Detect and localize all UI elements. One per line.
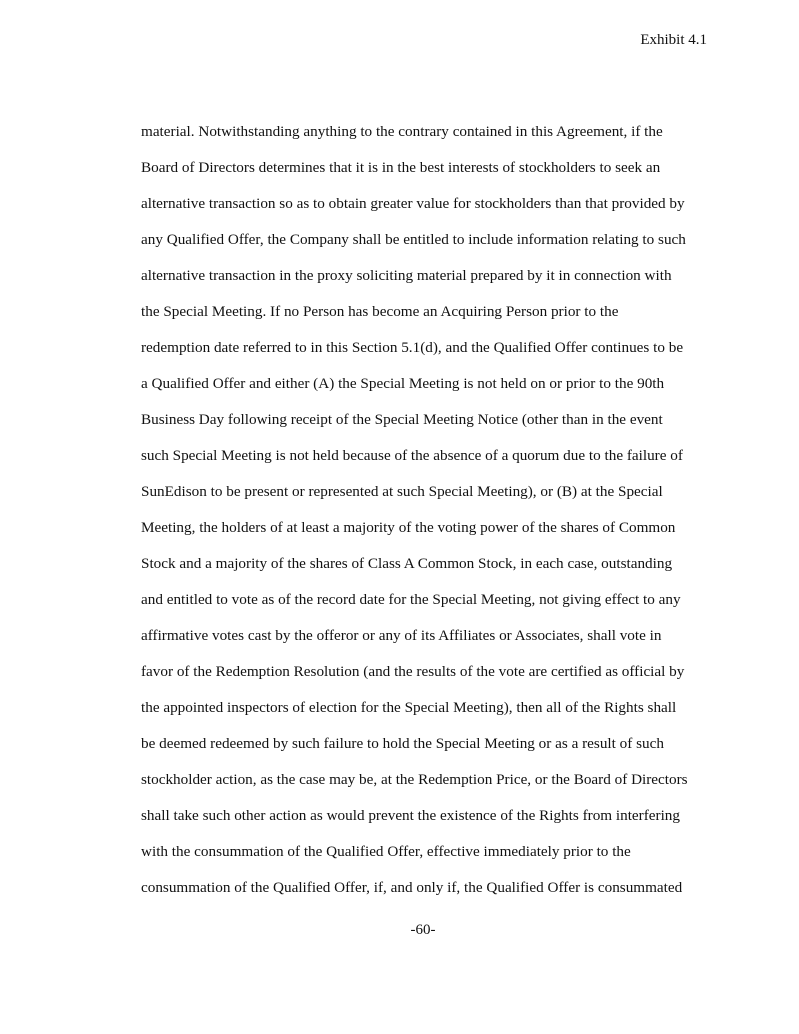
body-line: the Special Meeting. If no Person has become an Acquiring Person prior to the bbox=[141, 303, 619, 320]
body-line: alternative transaction in the proxy soliciting material prepared by it in connection with bbox=[141, 267, 672, 284]
body-line: a Qualified Offer and either (A) the Special Meeting is not held on or prior to the 90th bbox=[141, 375, 665, 392]
body-line: any Qualified Offer, the Company shall be entitled to include information relating to such bbox=[141, 231, 686, 248]
body-line: material. Notwithstanding anything to the contrary contained in this Agreement, if the bbox=[141, 123, 663, 140]
body-line: be deemed redeemed by such failure to hold the Special Meeting or as a result of such bbox=[141, 735, 664, 752]
body-line: redemption date referred to in this Section 5.1(d), and the Qualified Offer continues to be bbox=[141, 339, 684, 356]
body-line: affirmative votes cast by the offeror or any of its Affiliates or Associates, shall vote in bbox=[141, 627, 662, 644]
body-line: Board of Directors determines that it is in the best interests of stockholders to seek an bbox=[141, 159, 661, 176]
body-line: Stock and a majority of the shares of Class A Common Stock, in each case, outstanding bbox=[141, 555, 673, 572]
body-line: alternative transaction so as to obtain greater value for stockholders than that provided by bbox=[141, 195, 685, 212]
body-line: Meeting, the holders of at least a majority of the voting power of the shares of Common bbox=[141, 519, 676, 536]
exhibit-label: Exhibit 4.1 bbox=[640, 32, 707, 48]
body-line: such Special Meeting is not held because of the absence of a quorum due to the failure of bbox=[141, 447, 683, 464]
document-body bbox=[141, 121, 731, 913]
body-line: the appointed inspectors of election for the Special Meeting), then all of the Rights shall bbox=[141, 699, 677, 716]
body-line: SunEdison to be present or represented at such Special Meeting), or (B) at the Special bbox=[141, 483, 663, 500]
page-number: -60- bbox=[410, 922, 436, 938]
body-line: and entitled to vote as of the record date for the Special Meeting, not giving effect to any bbox=[141, 591, 681, 608]
body-line: with the consummation of the Qualified Offer, effective immediately prior to the bbox=[141, 843, 631, 860]
body-line: Business Day following receipt of the Special Meeting Notice (other than in the event bbox=[141, 411, 663, 428]
body-line: favor of the Redemption Resolution (and the results of the vote are certified as official by bbox=[141, 663, 685, 680]
body-line: shall take such other action as would prevent the existence of the Rights from interfering bbox=[141, 807, 680, 824]
body-line: consummation of the Qualified Offer, if, and only if, the Qualified Offer is consummated bbox=[141, 879, 683, 896]
body-line: stockholder action, as the case may be, at the Redemption Price, or the Board of Directors bbox=[141, 771, 688, 788]
